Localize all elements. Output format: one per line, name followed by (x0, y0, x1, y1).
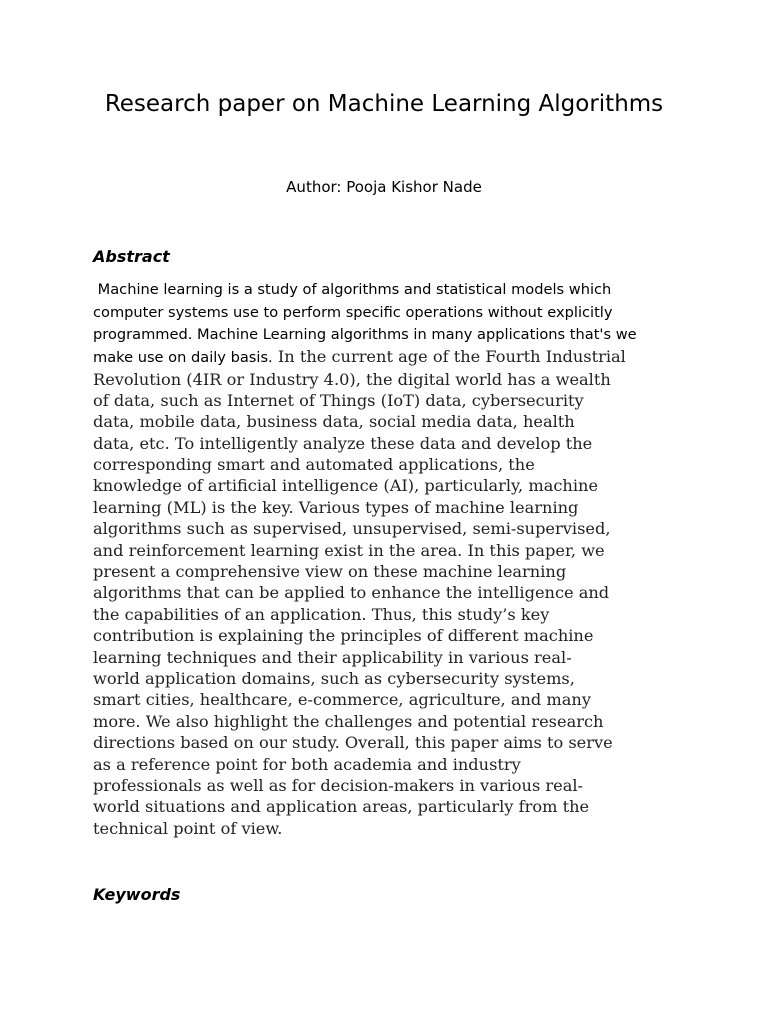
abstract-line: and reinforcement learning exist in the area. In this paper, we (93, 540, 605, 560)
abstract-line: smart cities, healthcare, e-commerce, agriculture, and many (93, 690, 591, 710)
abstract-body (93, 279, 683, 839)
abstract-main-block (93, 369, 683, 840)
abstract-mixed-line (93, 347, 683, 369)
abstract-intro-block (93, 279, 683, 347)
abstract-line: technical point of view. (93, 818, 283, 838)
abstract-line: knowledge of artificial intelligence (AI), particularly, machine (93, 476, 599, 496)
abstract-line: algorithms such as supervised, unsupervised, semi-supervised, (93, 519, 611, 539)
abstract-line: professionals as well as for decision-makers in various real- (93, 775, 584, 795)
author-line: Author: Pooja Kishor Nade (286, 178, 482, 196)
abstract-line: of data, such as Internet of Things (IoT) data, cybersecurity (93, 390, 584, 410)
abstract-line: more. We also highlight the challenges and potential research (93, 711, 604, 731)
abstract-line: directions based on our study. Overall, this paper aims to serve (93, 733, 613, 753)
abstract-line: corresponding smart and automated applications, the (93, 455, 535, 475)
paper-title: Research paper on Machine Learning Algorithms (104, 91, 664, 117)
abstract-line: as a reference point for both academia and industry (93, 754, 521, 774)
abstract-line: algorithms that can be applied to enhance the intelligence and (93, 583, 610, 603)
abstract-line: contribution is explaining the principles of different machine (93, 626, 594, 646)
abstract-line: Revolution (4IR or Industry 4.0), the digital world has a wealth (93, 369, 611, 389)
abstract-line-serif-part: In the current age of the Fourth Industrial (272, 346, 626, 366)
keywords-heading: Keywords (93, 885, 181, 904)
abstract-line: data, mobile data, business data, social media data, health (93, 412, 575, 432)
abstract-heading: Abstract (93, 247, 170, 266)
abstract-line: data, etc. To intelligently analyze these data and develop the (93, 433, 593, 453)
abstract-line: computer systems use to perform specific operations without explicitly (93, 303, 613, 321)
abstract-line: programmed. Machine Learning algorithms in many applications that's we (93, 326, 637, 343)
abstract-line: world situations and application areas, particularly from the (93, 797, 590, 817)
abstract-line-sans-part: make use on daily basis. (93, 348, 273, 366)
abstract-line: Machine learning is a study of algorithms and statistical models which (93, 281, 612, 298)
abstract-line: world application domains, such as cybersecurity systems, (93, 668, 575, 688)
abstract-line: present a comprehensive view on these machine learning (93, 562, 567, 582)
abstract-line: learning techniques and their applicability in various real- (93, 647, 572, 667)
abstract-line: learning (ML) is the key. Various types of machine learning (93, 497, 579, 517)
abstract-line: the capabilities of an application. Thus, this study’s key (93, 604, 550, 624)
